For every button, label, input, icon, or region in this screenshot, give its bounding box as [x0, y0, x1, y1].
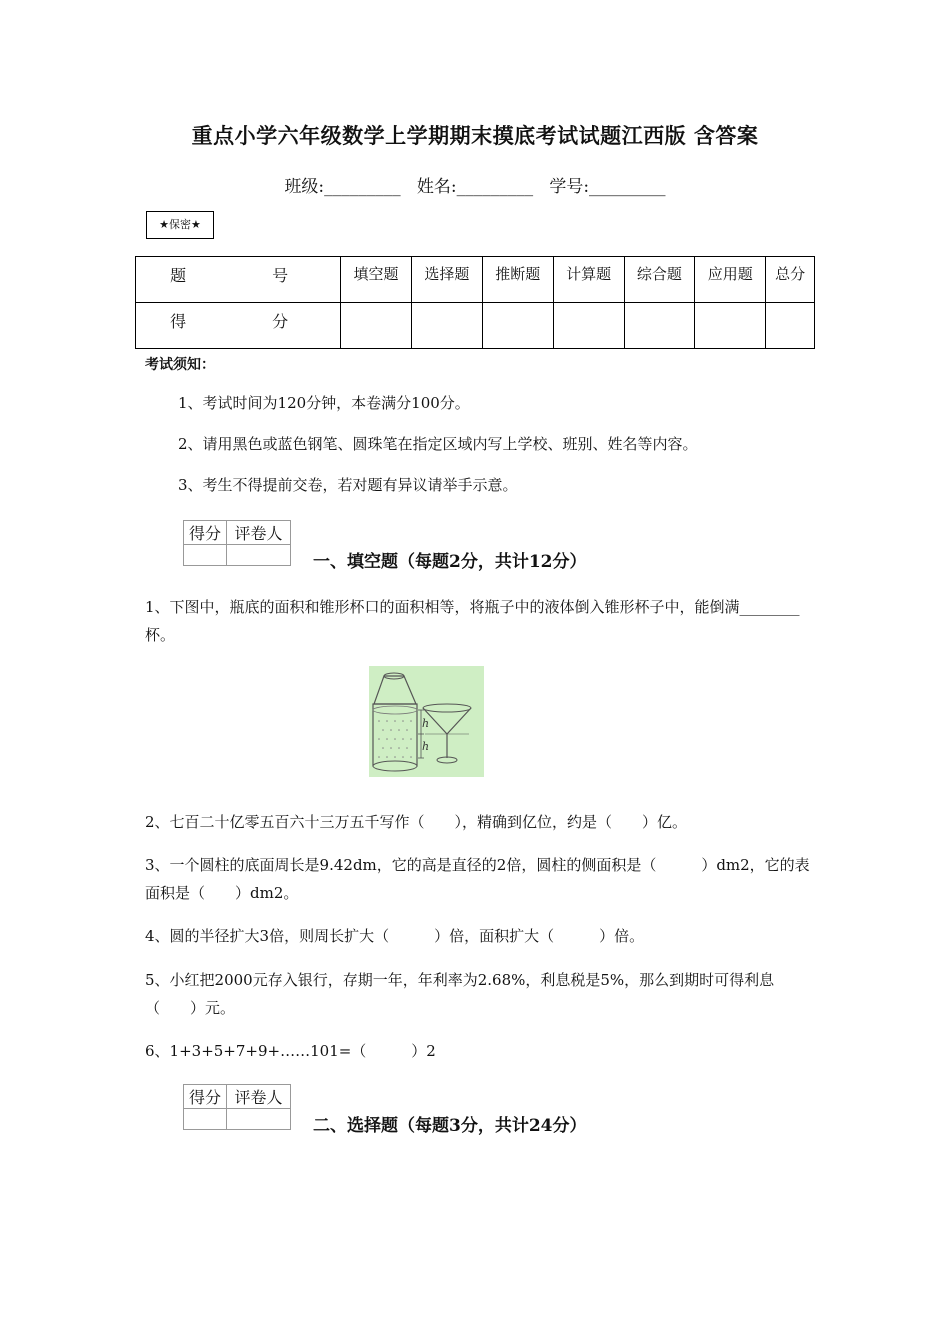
score-table [135, 256, 815, 349]
question-6: 6、1+3+5+7+9+……101=（ ）2 [145, 1042, 436, 1060]
score-table-header-cell: 总分 [766, 257, 815, 303]
height-label: h [422, 740, 430, 753]
score-table-header-row [136, 257, 815, 303]
score-cell [695, 303, 766, 349]
score-table-header-cell: 填空题 [341, 257, 412, 303]
grader-score-cell [184, 1109, 227, 1130]
grader-box [183, 520, 291, 566]
question-4: 4、圆的半径扩大3倍，则周长扩大（ ）倍，面积扩大（ ）倍。 [145, 927, 645, 945]
grader-score-label: 得分 [184, 521, 227, 545]
score-cell [341, 303, 412, 349]
question-1: 1、下图中，瓶底的面积和锥形杯口的面积相等，将瓶子中的液体倒入锥形杯子中，能倒满________杯。 [145, 598, 800, 644]
score-table-header-cell: 推断题 [482, 257, 553, 303]
score-cell [766, 303, 815, 349]
score-table-header-cell: 选择题 [411, 257, 482, 303]
bottle-cup-diagram [369, 666, 484, 777]
score-row-label: 得 分 [136, 303, 341, 349]
score-table-header-cell: 综合题 [624, 257, 695, 303]
grader-marker-label: 评卷人 [227, 1085, 291, 1109]
score-cell [553, 303, 624, 349]
grader-score-cell [184, 545, 227, 566]
question-3: 3、一个圆柱的底面周长是9.42dm，它的高是直径的2倍，圆柱的侧面积是（ ）dm2，它的表面积是（ ）dm2。 [145, 856, 810, 902]
notice-heading: 考试须知： [145, 357, 215, 373]
confidential-label: ★保密★ [146, 211, 214, 239]
score-table-header-cell: 题 号 [136, 257, 341, 303]
score-table-score-row [136, 303, 815, 349]
height-label: h [422, 717, 430, 730]
bottle-and-cone-cup-figure [369, 666, 484, 777]
grader-marker-label: 评卷人 [227, 521, 291, 545]
student-info-line: 班级:_________ 姓名:_________ 学号:_________ [284, 177, 666, 197]
score-table-header-cell: 应用题 [695, 257, 766, 303]
section-2-title: 二、选择题（每题3分，共计24分） [313, 1116, 587, 1136]
section-1-title: 一、填空题（每题2分，共计12分） [313, 552, 587, 572]
notice-item: 2、请用黑色或蓝色钢笔、圆珠笔在指定区域内写上学校、班别、姓名等内容。 [178, 435, 698, 453]
score-cell [411, 303, 482, 349]
score-table-header-cell: 计算题 [553, 257, 624, 303]
grader-marker-cell [227, 545, 291, 566]
page-title: 重点小学六年级数学上学期期末摸底考试试题江西版 含答案 [191, 123, 759, 148]
grader-marker-cell [227, 1109, 291, 1130]
grader-box [183, 1084, 291, 1130]
question-5: 5、小红把2000元存入银行，存期一年，年利率为2.68%，利息税是5%，那么到期时可得利息（ ）元。 [145, 971, 775, 1017]
notice-item: 3、考生不得提前交卷，若对题有异议请举手示意。 [178, 476, 518, 494]
score-cell [624, 303, 695, 349]
question-2: 2、七百二十亿零五百六十三万五千写作（ ），精确到亿位，约是（ ）亿。 [145, 813, 688, 831]
grader-score-label: 得分 [184, 1085, 227, 1109]
notice-item: 1、考试时间为120分钟，本卷满分100分。 [178, 394, 470, 412]
score-cell [482, 303, 553, 349]
